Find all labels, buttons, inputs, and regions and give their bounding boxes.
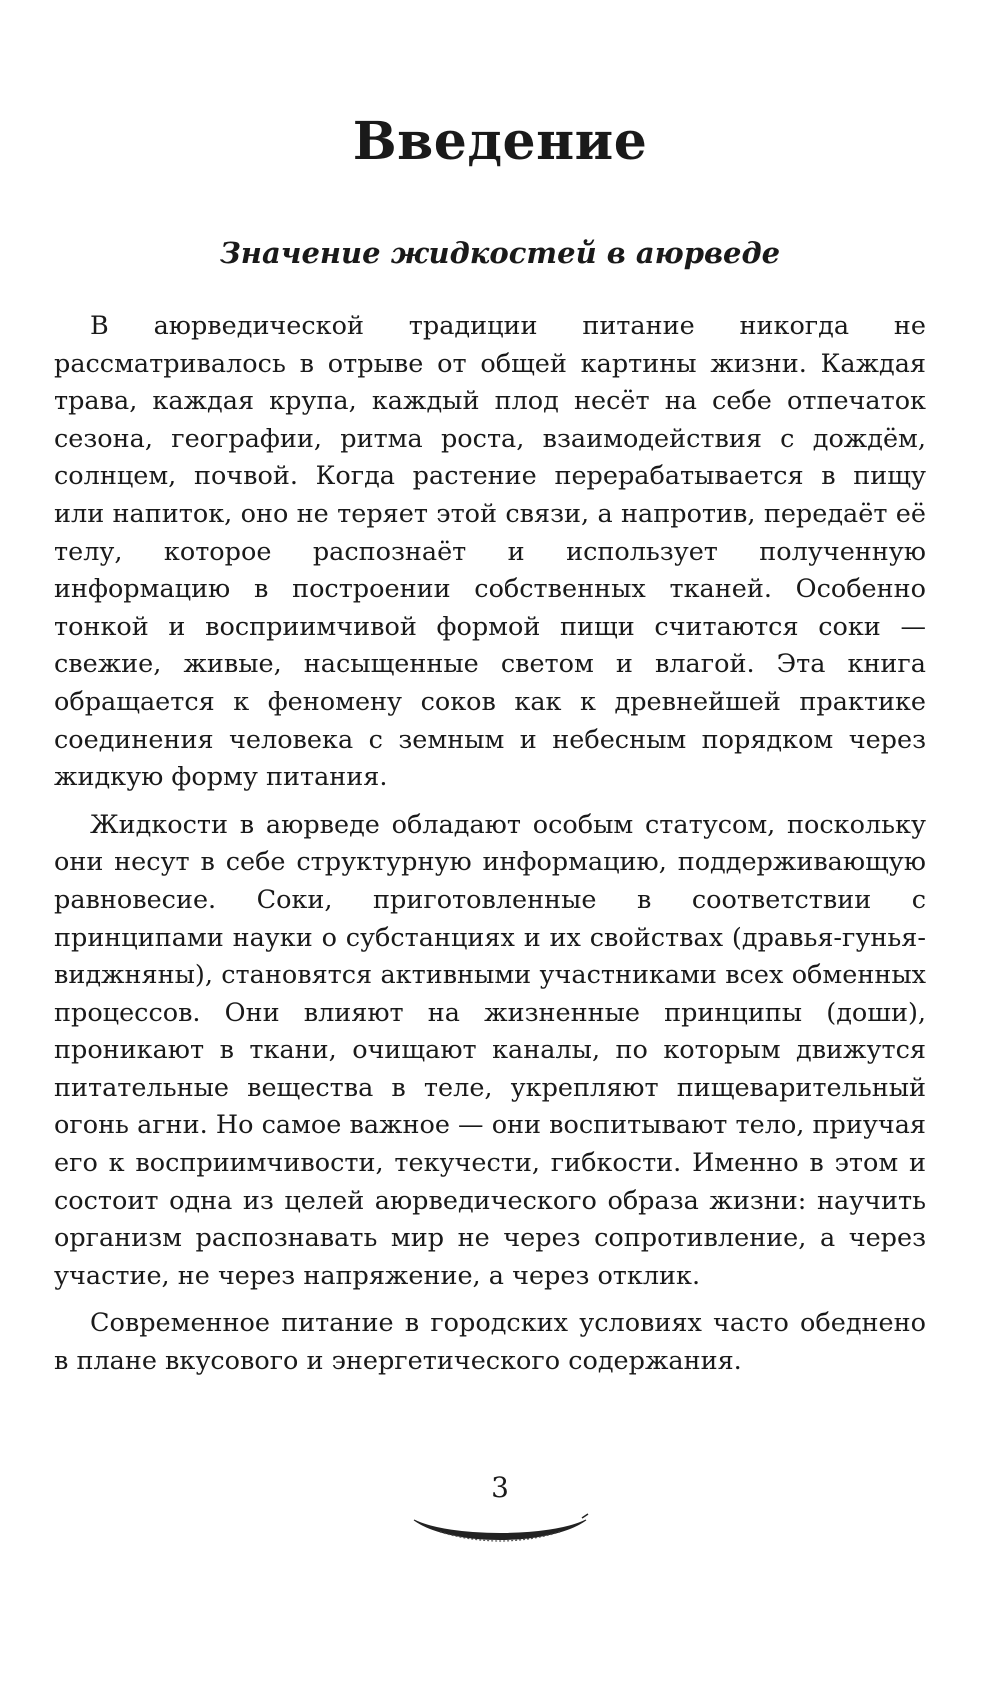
paragraph-3: Современное питание в городских условиях часто обеднено в плане вкусового и энергетического содержания. [54, 1308, 926, 1377]
page-number: 3 [491, 1471, 509, 1504]
section-title: Значение жидкостей в аюрведе [219, 236, 781, 270]
swash-ornament-icon [410, 1512, 590, 1552]
chapter-title: Введение [352, 111, 648, 172]
paragraph-2: Жидкости в аюрведе обладают особым статусом, поскольку они несут в себе структурную информацию, поддерживающую равновесие. Соки, приготовленные в соответствии с принципами науки о субстанциях и их свойствах (дравья-гунья-виджняны), становятся активными участниками всех обменных процессов. Они влияют на жизненные принципы (доши), проникают в ткани, очищают каналы, по которым движутся питательные вещества в теле, укрепляют пищеварительный огонь агни. Но самое важное — они воспитывают тело, приучая его к восприимчивости, текучести, гибкости. Именно в этом и состоит одна из целей аюрведического образа жизни: научить организм распознавать мир не через сопротивление, а через участие, не через напряжение, а через отклик. [54, 809, 926, 1291]
body-text [54, 308, 926, 1391]
paragraph-1: В аюрведической традиции питание никогда не рассматривалось в отрыве от общей картины жизни. Каждая трава, каждая крупа, каждый плод несёт на себе отпечаток сезона, географии, ритма роста, взаимодействия с дождём, солнцем, почвой. Когда растение перерабатывается в пищу или напиток, оно не теряет этой связи, а напротив, передаёт её телу, которое распознаёт и использует полученную информацию в построении собственных тканей. Особенно тонкой и восприимчивой формой пищи считаются соки — свежие, живые, насыщенные светом и влагой. Эта книга обращается к феномену соков как к древнейшей практике соединения человека с земным и небесным порядком через жидкую форму питания. [54, 311, 926, 793]
